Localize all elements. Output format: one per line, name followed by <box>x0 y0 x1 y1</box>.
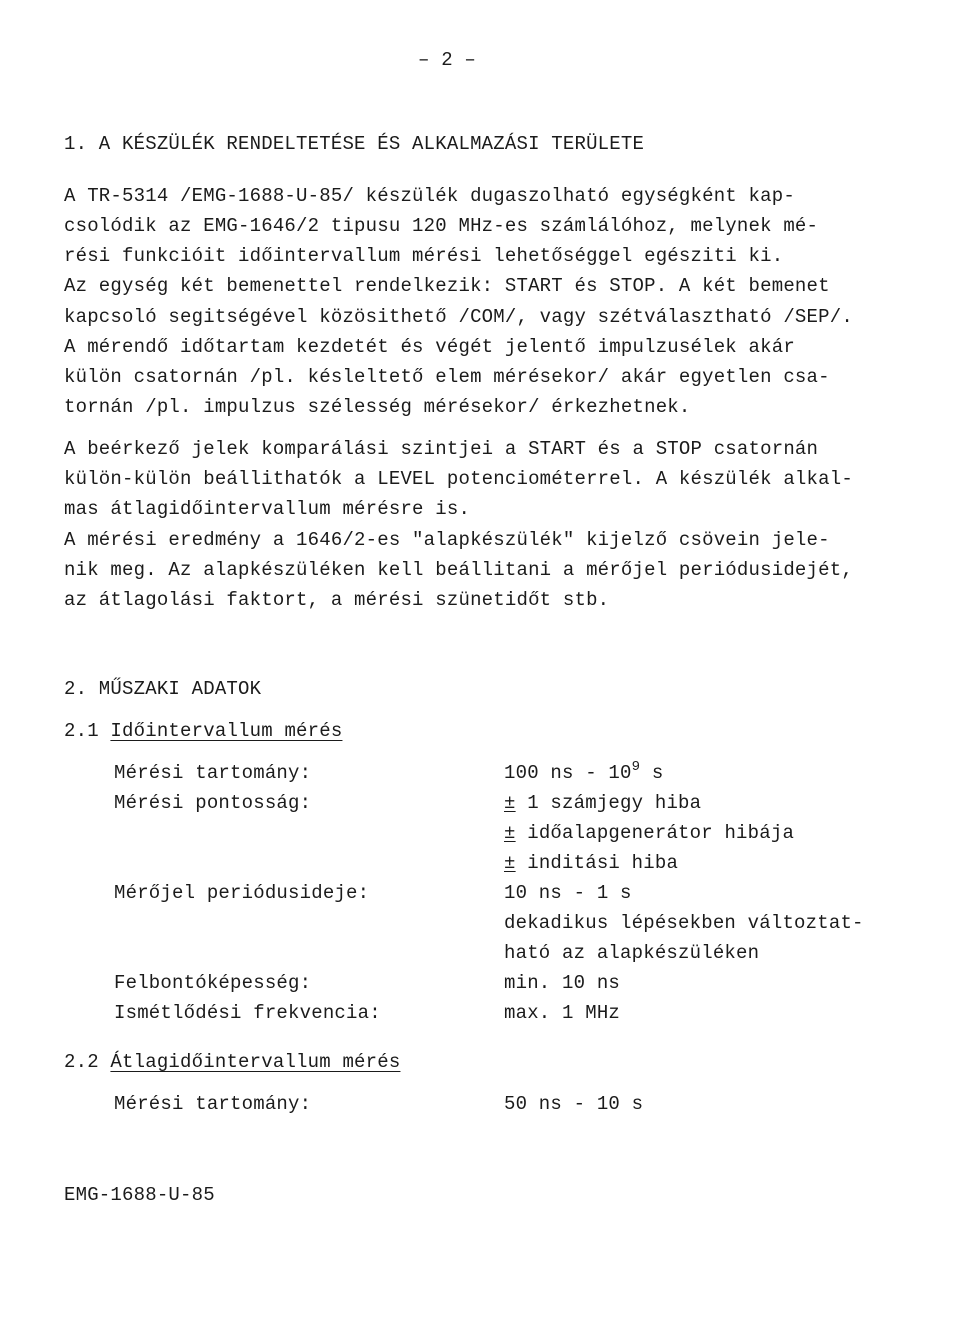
spec-value <box>504 758 663 788</box>
subsection-number: 2.1 <box>64 720 99 742</box>
spec-value: ható az alapkészüléken <box>504 942 760 964</box>
section-2-title: 2. MŰSZAKI ADATOK <box>64 678 262 700</box>
paragraph-line: mas átlagidőintervallum mérésre is. <box>64 498 471 520</box>
spec-label: Mérési tartomány: <box>114 1093 312 1115</box>
plus-minus-sign: ± <box>504 822 516 844</box>
spec-value: 10 ns - 1 s <box>504 882 632 904</box>
paragraph-line: A TR-5314 /EMG-1688-U-85/ készülék dugaszolható egységként kap- <box>64 185 795 207</box>
spec-value-text: 1 számjegy hiba <box>527 792 702 814</box>
spec-label: Mérési tartomány: <box>114 762 312 784</box>
spec-value: 50 ns - 10 s <box>504 1093 644 1115</box>
spec-value <box>504 818 794 848</box>
paragraph-line: rési funkcióit időintervallum mérési lehetőséggel egésziti ki. <box>64 245 784 267</box>
paragraph-line: csolódik az EMG-1646/2 tipusu 120 MHz-es számlálóhoz, melynek mé- <box>64 215 819 237</box>
paragraph-line: nik meg. Az alapkészüléken kell beállitani a mérőjel periódusidejét, <box>64 559 853 581</box>
paragraph-line: külön csatornán /pl. késleltető elem mérésekor/ akár egyetlen csa- <box>64 366 830 388</box>
spec-value-text: inditási hiba <box>527 852 679 874</box>
spec-value <box>504 848 678 878</box>
spec-value-text: időalapgenerátor hibája <box>527 822 795 844</box>
paragraph-line: A beérkező jelek komparálási szintjei a START és a STOP csatornán <box>64 438 819 460</box>
spec-value: min. 10 ns <box>504 972 621 994</box>
spec-value-main: 100 ns - 10 <box>504 762 632 784</box>
paragraph-line: A mérési eredmény a 1646/2-es "alapkészülék" kijelző csövein jele- <box>64 529 830 551</box>
plus-minus-sign: ± <box>504 792 516 814</box>
plus-minus-sign: ± <box>504 852 516 874</box>
spec-label: Mérőjel periódusideje: <box>114 882 370 904</box>
spec-label: Felbontóképesség: <box>114 972 312 994</box>
paragraph-line: az átlagolási faktort, a mérési szünetidőt stb. <box>64 589 610 611</box>
spec-value-unit: s <box>640 762 664 784</box>
subsection-title: Átlagidőintervallum mérés <box>110 1051 401 1073</box>
spec-value: max. 1 MHz <box>504 1002 621 1024</box>
paragraph-line: tornán /pl. impulzus szélesség mérésekor/ érkezhetnek. <box>64 396 691 418</box>
paragraph-line: kapcsoló segitségével közösithető /COM/, vagy szétválasztható /SEP/. <box>64 306 853 328</box>
paragraph-line: A mérendő időtartam kezdetét és végét jelentő impulzusélek akár <box>64 336 795 358</box>
footer-doc-code: EMG-1688-U-85 <box>64 1184 215 1206</box>
section-1-title: 1. A KÉSZÜLÉK RENDELTETÉSE ÉS ALKALMAZÁSI TERÜLETE <box>64 133 645 155</box>
spec-label: Mérési pontosság: <box>114 792 312 814</box>
subsection-number: 2.2 <box>64 1051 99 1073</box>
page-number: – 2 – <box>418 49 477 71</box>
spec-value: dekadikus lépésekben változtat- <box>504 912 864 934</box>
subsection-title: Időintervallum mérés <box>110 720 343 742</box>
paragraph-line: Az egység két bemenettel rendelkezik: START és STOP. A két bemenet <box>64 275 830 297</box>
subsection-2-2-heading <box>64 1047 400 1077</box>
spec-label: Ismétlődési frekvencia: <box>114 1002 381 1024</box>
subsection-2-1-heading <box>64 716 342 746</box>
spec-value <box>504 788 701 818</box>
paragraph-line: külön-külön beállithatók a LEVEL potenciométerrel. A készülék alkal- <box>64 468 853 490</box>
spec-value-exponent: 9 <box>631 759 641 775</box>
